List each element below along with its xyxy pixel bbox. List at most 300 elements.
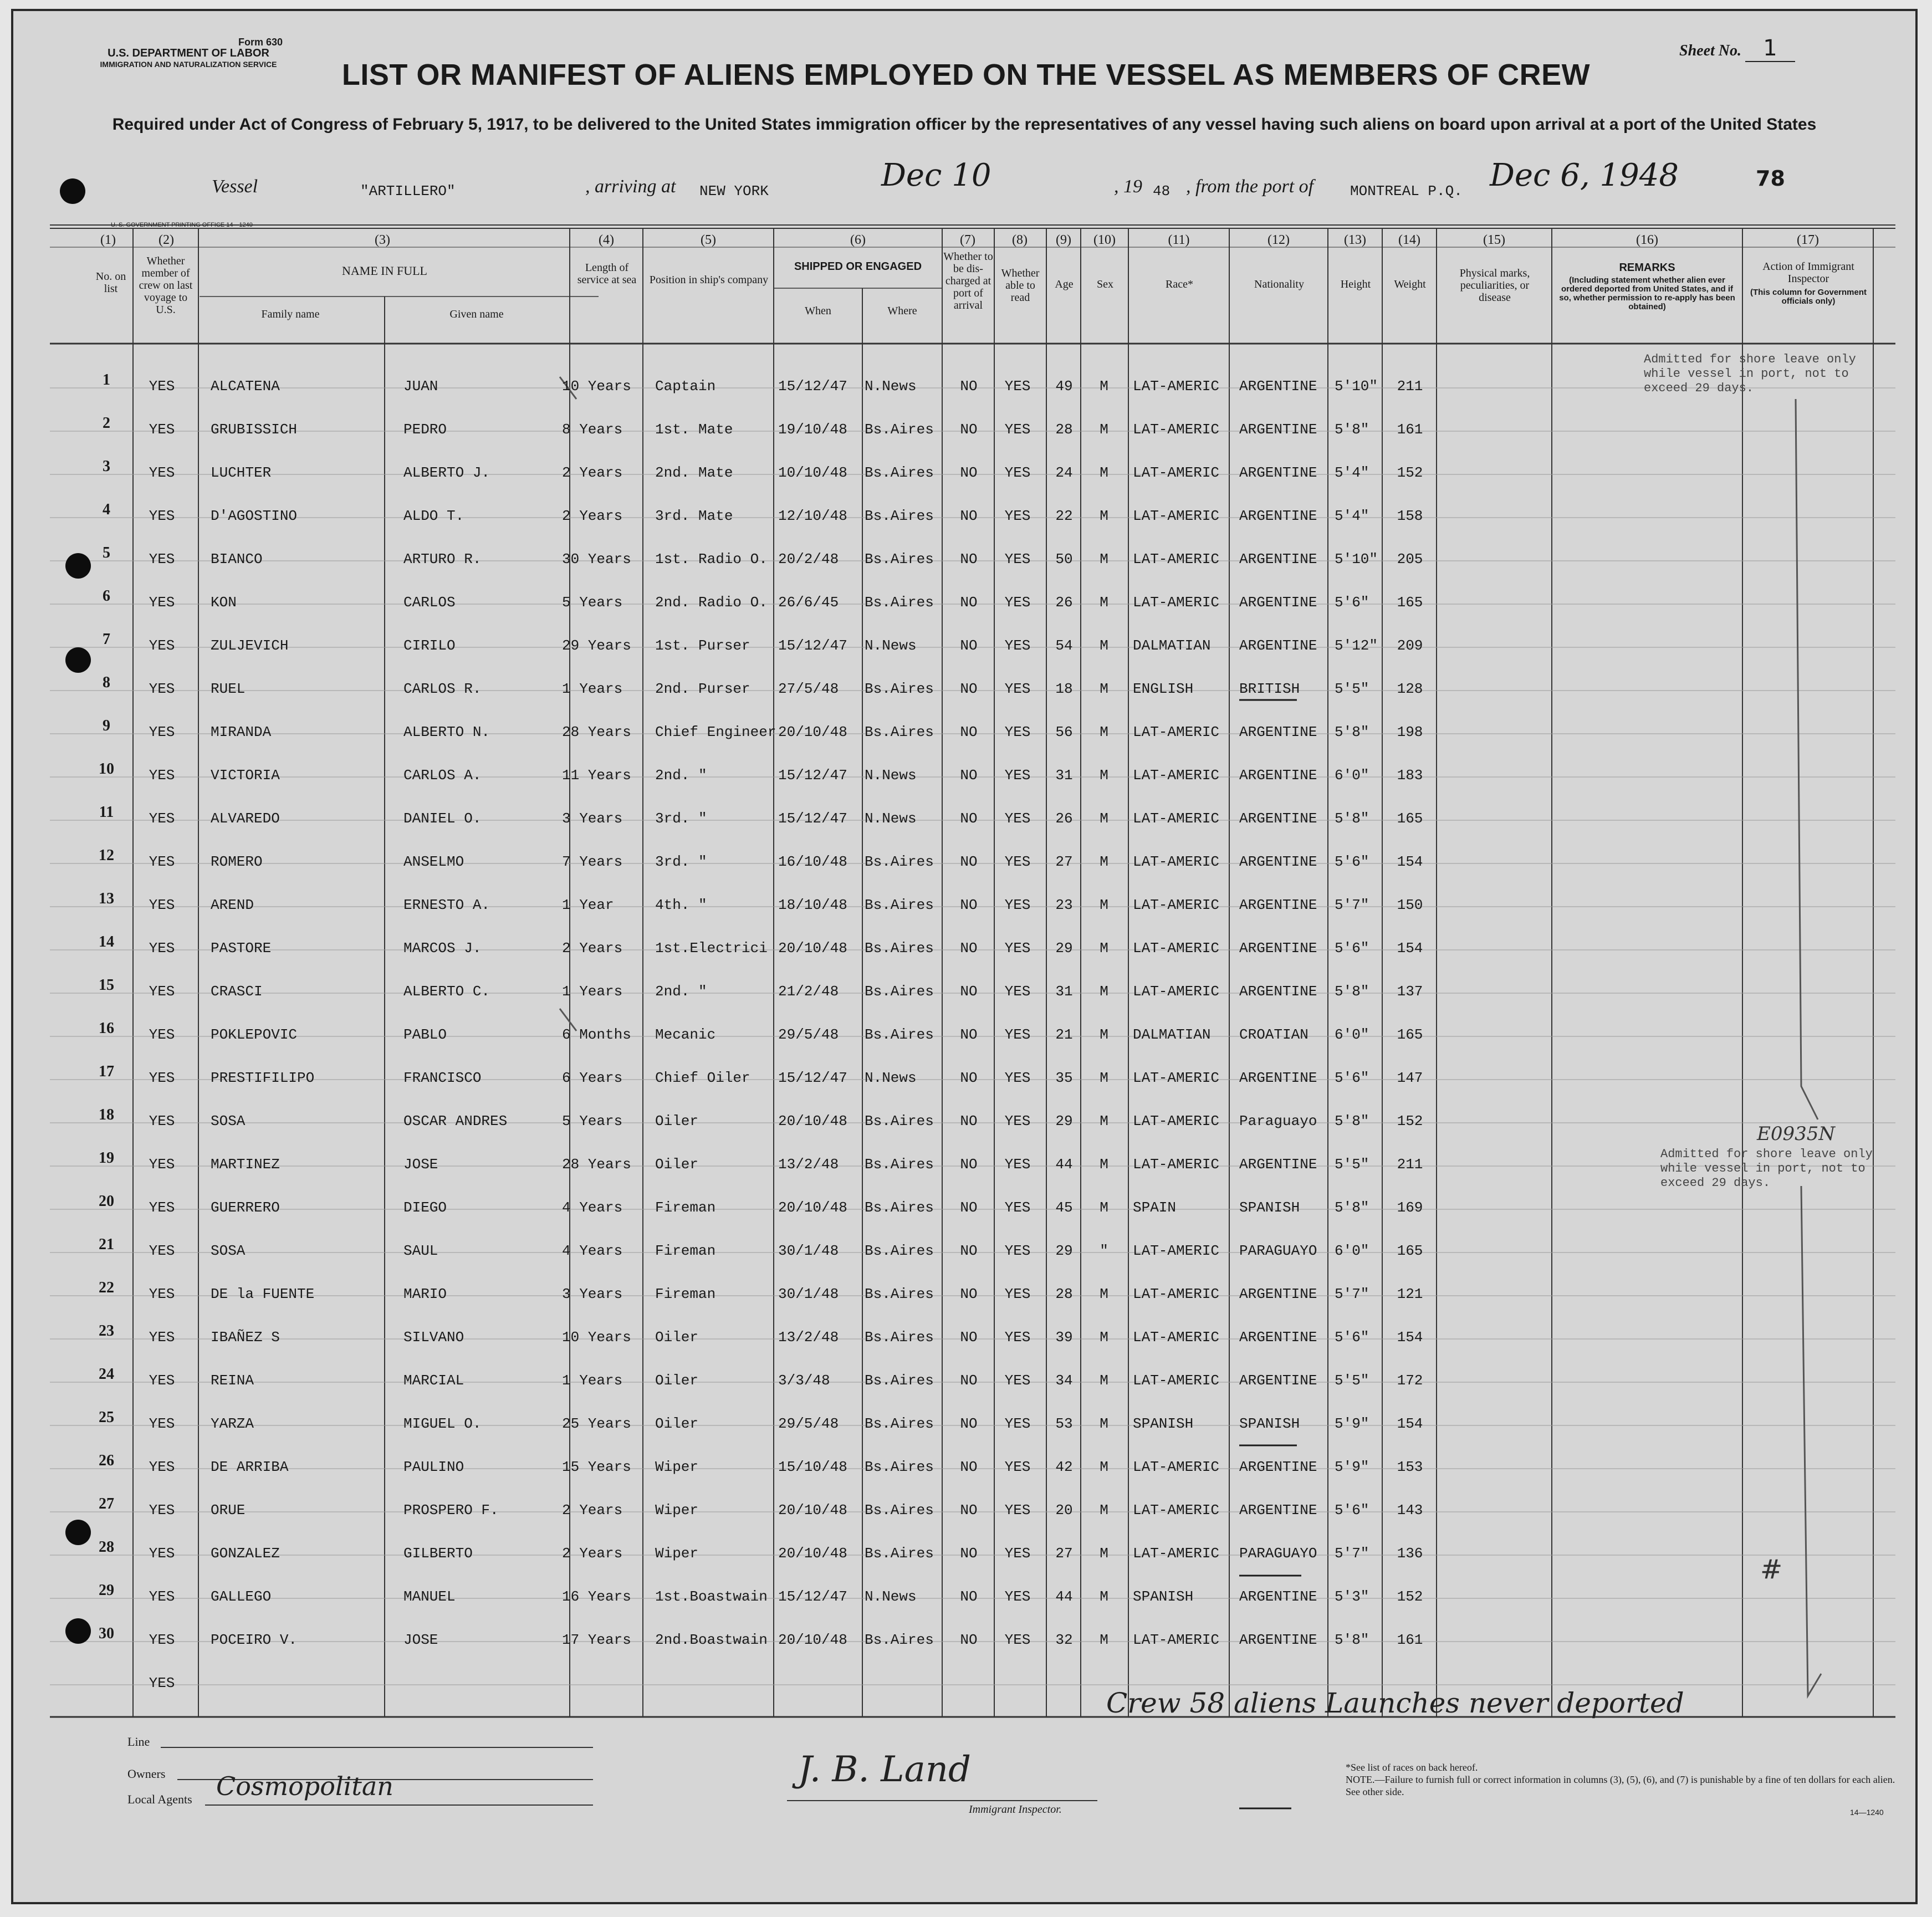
- cell-when: 13/2/48: [778, 1329, 839, 1346]
- cell-read: YES: [1004, 594, 1031, 611]
- cell-position: 1st.Electrici: [655, 940, 768, 957]
- cell-nationality: ARGENTINE: [1239, 940, 1317, 957]
- cell-height: 5'5": [1335, 1156, 1369, 1173]
- cell-discharge: NO: [960, 508, 978, 524]
- cell-age: 49: [1055, 378, 1073, 395]
- cell-position: 1st. Radio O.: [655, 551, 768, 568]
- cell-nationality: ARGENTINE: [1239, 1372, 1317, 1389]
- cell-age: 54: [1055, 637, 1073, 654]
- cell-where: N.News: [865, 1588, 917, 1605]
- cell-when: 15/12/47: [778, 637, 847, 654]
- cell-last: YES: [149, 681, 175, 697]
- col-num-16: (16): [1636, 233, 1658, 247]
- cell-read: YES: [1004, 551, 1031, 568]
- cell-sex: M: [1100, 594, 1108, 611]
- cell-when: 20/10/48: [778, 940, 847, 957]
- cell-weight: 153: [1397, 1459, 1423, 1475]
- cell-discharge: NO: [960, 983, 978, 1000]
- cell-family: ROMERO: [211, 853, 263, 870]
- cell-when: 10/10/48: [778, 464, 847, 481]
- cell-last: YES: [149, 1156, 175, 1173]
- footer-line-label: Line: [127, 1735, 150, 1749]
- row-number: 12: [99, 847, 114, 864]
- cell-discharge: NO: [960, 1588, 978, 1605]
- cell-given: CIRILO: [403, 637, 456, 654]
- cell-read: YES: [1004, 1026, 1031, 1043]
- header-length-of-service: Length of service at sea: [577, 262, 637, 286]
- cell-given: MARCOS J.: [403, 940, 482, 957]
- cell-when: 16/10/48: [778, 853, 847, 870]
- cell-where: Bs.Aires: [865, 1459, 934, 1475]
- cell-weight: 147: [1397, 1070, 1423, 1086]
- cell-last: YES: [149, 724, 175, 740]
- cell-nationality: ARGENTINE: [1239, 897, 1317, 913]
- cell-service: 1 Year: [562, 897, 614, 913]
- cell-weight: 154: [1397, 853, 1423, 870]
- cell-family: PRESTIFILIPO: [211, 1070, 315, 1086]
- cell-where: Bs.Aires: [865, 1026, 934, 1043]
- cell-read: YES: [1004, 1588, 1031, 1605]
- cell-discharge: NO: [960, 421, 978, 438]
- cell-when: 21/2/48: [778, 983, 839, 1000]
- cell-family: PASTORE: [211, 940, 272, 957]
- cell-race: LAT-AMERIC: [1133, 1372, 1220, 1389]
- col-num-17: (17): [1797, 233, 1819, 247]
- cell-sex: M: [1100, 1286, 1108, 1302]
- header-last-voyage: Whether member of crew on last voyage to U.S.: [139, 255, 193, 316]
- race-note: *See list of races on back hereof.: [1346, 1762, 1478, 1773]
- crew-note: Crew 58 aliens Launches never deported: [1106, 1687, 1684, 1719]
- cell-last: YES: [149, 1329, 175, 1346]
- cell-when: 29/5/48: [778, 1026, 839, 1043]
- col-num-5: (5): [701, 233, 716, 247]
- cell-given: JOSE: [403, 1632, 438, 1648]
- cell-given: ALBERTO C.: [403, 983, 490, 1000]
- cell-height: 6'0": [1335, 1243, 1369, 1259]
- cell-age: 31: [1055, 767, 1073, 784]
- cell-age: 26: [1055, 810, 1073, 827]
- row-number: 26: [99, 1452, 114, 1469]
- cell-nationality: ARGENTINE: [1239, 421, 1317, 438]
- cell-height: 5'3": [1335, 1588, 1369, 1605]
- header-inspector-note: (This column for Government officials only): [1750, 288, 1867, 306]
- departure-date: Dec 6, 1948: [1490, 157, 1679, 193]
- header-when: When: [805, 305, 831, 317]
- cell-height: 5'8": [1335, 724, 1369, 740]
- cell-family: POKLEPOVIC: [211, 1026, 298, 1043]
- cell-read: YES: [1004, 464, 1031, 481]
- cell-race: DALMATIAN: [1133, 1026, 1211, 1043]
- cell-age: 21: [1055, 1026, 1073, 1043]
- cell-when: 15/12/47: [778, 767, 847, 784]
- cell-service: 3 Years: [562, 1286, 623, 1302]
- header-where: Where: [887, 305, 917, 317]
- cell-position: Wiper: [655, 1459, 699, 1475]
- cell-sex: M: [1100, 1113, 1108, 1129]
- sheet-value: 1: [1745, 35, 1795, 62]
- header-name-in-full: NAME IN FULL: [342, 264, 427, 278]
- col-num-1: (1): [100, 233, 116, 247]
- cell-where: Bs.Aires: [865, 853, 934, 870]
- cell-where: Bs.Aires: [865, 1156, 934, 1173]
- cell-height: 5'9": [1335, 1415, 1369, 1432]
- cell-when: 15/12/47: [778, 1588, 847, 1605]
- cell-race: LAT-AMERIC: [1133, 464, 1220, 481]
- cell-race: LAT-AMERIC: [1133, 594, 1220, 611]
- row-number: 27: [99, 1495, 114, 1512]
- cell-nationality: Paraguayo: [1239, 1113, 1317, 1129]
- footer-line-field: [161, 1747, 593, 1748]
- cell-when: 12/10/48: [778, 508, 847, 524]
- cell-family: BIANCO: [211, 551, 263, 568]
- cell-position: Captain: [655, 378, 716, 395]
- cell-service: 10 Years: [562, 1329, 631, 1346]
- cell-when: 15/12/47: [778, 1070, 847, 1086]
- cell-nationality: SPANISH: [1239, 1199, 1300, 1216]
- cell-weight: 152: [1397, 464, 1423, 481]
- cell-given: DANIEL O.: [403, 810, 482, 827]
- cell-race: LAT-AMERIC: [1133, 1459, 1220, 1475]
- cell-sex: M: [1100, 1156, 1108, 1173]
- cell-age: 22: [1055, 508, 1073, 524]
- cell-weight: 150: [1397, 897, 1423, 913]
- cell-read: YES: [1004, 508, 1031, 524]
- cell-read: YES: [1004, 1545, 1031, 1562]
- cell-position: 3rd. ": [655, 853, 707, 870]
- cell-service: 6 Months: [562, 1026, 631, 1043]
- cell-discharge: NO: [960, 594, 978, 611]
- cell-height: 5'7": [1335, 1286, 1369, 1302]
- year-label: , 19: [1114, 176, 1142, 197]
- cell-read: YES: [1004, 1286, 1031, 1302]
- cell-when: 20/10/48: [778, 1199, 847, 1216]
- cell-race: LAT-AMERIC: [1133, 1243, 1220, 1259]
- cell-sex: M: [1100, 551, 1108, 568]
- cell-family: SOSA: [211, 1113, 246, 1129]
- cell-height: 5'10": [1335, 378, 1378, 395]
- cell-when: 3/3/48: [778, 1372, 830, 1389]
- cell-where: Bs.Aires: [865, 681, 934, 697]
- cell-age: 26: [1055, 594, 1073, 611]
- cell-sex: M: [1100, 378, 1108, 395]
- vessel-label: Vessel: [212, 176, 258, 197]
- row-number: 21: [99, 1236, 114, 1253]
- cell-position: Fireman: [655, 1286, 716, 1302]
- row-number: 28: [99, 1538, 114, 1556]
- cell-read: YES: [1004, 767, 1031, 784]
- cell-where: Bs.Aires: [865, 421, 934, 438]
- cell-given: FRANCISCO: [403, 1070, 482, 1086]
- cell-when: 20/10/48: [778, 1502, 847, 1519]
- cell-discharge: NO: [960, 767, 978, 784]
- cell-discharge: NO: [960, 940, 978, 957]
- cell-position: 1st. Purser: [655, 637, 750, 654]
- inspector-signature-line: [787, 1800, 1097, 1801]
- fine-note: NOTE.—Failure to furnish full or correct information in columns (3), (5), (6), and (7) is punishable by a fine of ten dollars for each alien. See other side.: [1346, 1774, 1895, 1797]
- arrival-date: Dec 10: [881, 157, 991, 193]
- cell-sex: M: [1100, 421, 1108, 438]
- cell-family: DE la FUENTE: [211, 1286, 315, 1302]
- cell-given: PROSPERO F.: [403, 1502, 499, 1519]
- cell-position: 2nd. Mate: [655, 464, 733, 481]
- cell-where: Bs.Aires: [865, 508, 934, 524]
- sheet-label: Sheet No.: [1679, 42, 1741, 59]
- cell-weight: 152: [1397, 1113, 1423, 1129]
- cell-family: KON: [211, 594, 237, 611]
- cell-nationality: ARGENTINE: [1239, 1588, 1317, 1605]
- cell-last: YES: [149, 810, 175, 827]
- cell-family: GONZALEZ: [211, 1545, 280, 1562]
- cell-read: YES: [1004, 1243, 1031, 1259]
- cell-given: MANUEL: [403, 1588, 456, 1605]
- cell-weight: 165: [1397, 1026, 1423, 1043]
- header-nationality: Nationality: [1254, 278, 1304, 290]
- cell-family: YARZA: [211, 1415, 254, 1432]
- cell-race: LAT-AMERIC: [1133, 853, 1220, 870]
- cell-where: N.News: [865, 1070, 917, 1086]
- cell-when: 20/10/48: [778, 1113, 847, 1129]
- cell-read: YES: [1004, 1113, 1031, 1129]
- cell-last: YES: [149, 1243, 175, 1259]
- cell-height: 5'9": [1335, 1459, 1369, 1475]
- cell-service: 28 Years: [562, 724, 631, 740]
- cell-discharge: NO: [960, 1199, 978, 1216]
- cell-discharge: NO: [960, 1070, 978, 1086]
- remark-stamp-top: Admitted for shore leave only while vessel in port, not to exceed 29 days.: [1644, 352, 1856, 395]
- cell-sex: M: [1100, 1415, 1108, 1432]
- row-number: 24: [99, 1366, 114, 1383]
- from-port: MONTREAL P.Q.: [1350, 183, 1463, 200]
- cell-family: IBAÑEZ S: [211, 1329, 280, 1346]
- row-number: 15: [99, 977, 114, 994]
- cell-race: SPANISH: [1133, 1588, 1194, 1605]
- page-title: LIST OR MANIFEST OF ALIENS EMPLOYED ON THE VESSEL AS MEMBERS OF CREW: [341, 58, 1591, 91]
- cell-read: YES: [1004, 983, 1031, 1000]
- cell-nationality: ARGENTINE: [1239, 767, 1317, 784]
- cell-sex: M: [1100, 1632, 1108, 1648]
- cell-position: Oiler: [655, 1415, 699, 1432]
- cell-race: LAT-AMERIC: [1133, 897, 1220, 913]
- col-num-9: (9): [1056, 233, 1071, 247]
- cell-height: 5'7": [1335, 897, 1369, 913]
- cell-service: 4 Years: [562, 1243, 623, 1259]
- cell-read: YES: [1004, 940, 1031, 957]
- cell-last: YES: [149, 1415, 175, 1432]
- cell-read: YES: [1004, 637, 1031, 654]
- header-position: Position in ship's company: [649, 274, 769, 286]
- cell-weight: 211: [1397, 1156, 1423, 1173]
- cell-discharge: NO: [960, 681, 978, 697]
- agency-name: IMMIGRATION AND NATURALIZATION SERVICE: [100, 60, 277, 69]
- cell-position: 2nd. ": [655, 767, 707, 784]
- cell-position: Oiler: [655, 1156, 699, 1173]
- cell-service: 25 Years: [562, 1415, 631, 1432]
- cell-nationality: ARGENTINE: [1239, 853, 1317, 870]
- cell-when: 15/12/47: [778, 810, 847, 827]
- cell-position: 1st. Mate: [655, 421, 733, 438]
- cell-race: LAT-AMERIC: [1133, 1545, 1220, 1562]
- col-num-2: (2): [159, 233, 174, 247]
- cell-family: MIRANDA: [211, 724, 272, 740]
- cell-height: 5'6": [1335, 1329, 1369, 1346]
- cell-race: LAT-AMERIC: [1133, 378, 1220, 395]
- cell-nationality: CROATIAN: [1239, 1026, 1309, 1043]
- cell-age: 44: [1055, 1156, 1073, 1173]
- cell-age: 56: [1055, 724, 1073, 740]
- cell-sex: M: [1100, 1502, 1108, 1519]
- cell-service: 6 Years: [562, 1070, 623, 1086]
- cell-sex: M: [1100, 1459, 1108, 1475]
- cell-nationality: BRITISH: [1239, 681, 1300, 697]
- cell-family: AREND: [211, 897, 254, 913]
- cell-sex: M: [1100, 508, 1108, 524]
- cell-service: 17 Years: [562, 1632, 631, 1648]
- cell-where: Bs.Aires: [865, 1286, 934, 1302]
- cell-weight: 161: [1397, 1632, 1423, 1648]
- cell-position: 4th. ": [655, 897, 707, 913]
- cell-position: Mecanic: [655, 1026, 716, 1043]
- cell-race: DALMATIAN: [1133, 637, 1211, 654]
- cell-given: ALBERTO J.: [403, 464, 490, 481]
- cell-where: N.News: [865, 767, 917, 784]
- cell-age: 29: [1055, 940, 1073, 957]
- cell-last: YES: [149, 1113, 175, 1129]
- cell-nationality: ARGENTINE: [1239, 1156, 1317, 1173]
- cell-given: ANSELMO: [403, 853, 464, 870]
- arriving-label: , arriving at: [585, 176, 676, 197]
- cell-age: 24: [1055, 464, 1073, 481]
- cell-given: ERNESTO A.: [403, 897, 490, 913]
- cell-age: 27: [1055, 1545, 1073, 1562]
- cell-nationality: ARGENTINE: [1239, 551, 1317, 568]
- cell-last: YES: [149, 1372, 175, 1389]
- cell-height: 5'8": [1335, 1632, 1369, 1648]
- row-number: 9: [103, 717, 110, 734]
- cell-service: 2 Years: [562, 1502, 623, 1519]
- cell-age: 28: [1055, 1286, 1073, 1302]
- cell-nationality: ARGENTINE: [1239, 594, 1317, 611]
- cell-sex: M: [1100, 767, 1108, 784]
- cell-last: YES: [149, 637, 175, 654]
- cell-service: 5 Years: [562, 594, 623, 611]
- cell-service: 5 Years: [562, 1113, 623, 1129]
- cell-height: 5'10": [1335, 551, 1378, 568]
- cell-given: MIGUEL O.: [403, 1415, 482, 1432]
- cell-height: 5'8": [1335, 1199, 1369, 1216]
- cell-where: Bs.Aires: [865, 594, 934, 611]
- cell-height: 5'8": [1335, 1113, 1369, 1129]
- remark-stamp-mid: Admitted for shore leave only while vessel in port, not to exceed 29 days.: [1660, 1147, 1873, 1190]
- cell-where: Bs.Aires: [865, 983, 934, 1000]
- cell-when: 20/10/48: [778, 724, 847, 740]
- cell-age: 32: [1055, 1632, 1073, 1648]
- row-number: 2: [103, 415, 110, 432]
- cell-service: 1 Years: [562, 983, 623, 1000]
- col-num-11: (11): [1168, 233, 1190, 247]
- cell-read: YES: [1004, 1329, 1031, 1346]
- row-number: 7: [103, 631, 110, 648]
- cell-sex: M: [1100, 897, 1108, 913]
- cell-discharge: NO: [960, 897, 978, 913]
- header-weight: Weight: [1394, 278, 1426, 290]
- col-num-13: (13): [1344, 233, 1366, 247]
- header-discharged: Whether to be dis-charged at port of arrival: [943, 251, 993, 311]
- cell-race: LAT-AMERIC: [1133, 810, 1220, 827]
- cell-given: PAULINO: [403, 1459, 464, 1475]
- cell-nationality: ARGENTINE: [1239, 1502, 1317, 1519]
- cell-sex: M: [1100, 1588, 1108, 1605]
- cell-last: YES: [149, 1459, 175, 1475]
- cell-sex: M: [1100, 464, 1108, 481]
- cell-sex: M: [1100, 637, 1108, 654]
- punch-hole: [65, 553, 91, 579]
- cell-service: 1 Years: [562, 1372, 623, 1389]
- cell-given: JOSE: [403, 1156, 438, 1173]
- cell-nationality: PARAGUAYO: [1239, 1545, 1317, 1562]
- cell-family: D'AGOSTINO: [211, 508, 298, 524]
- cell-where: Bs.Aires: [865, 1502, 934, 1519]
- cell-family: MARTINEZ: [211, 1156, 280, 1173]
- cell-nationality: ARGENTINE: [1239, 1286, 1317, 1302]
- cell-nationality: ARGENTINE: [1239, 1070, 1317, 1086]
- cell-discharge: NO: [960, 1156, 978, 1173]
- header-age: Age: [1055, 278, 1074, 290]
- col-num-4: (4): [599, 233, 614, 247]
- cell-service: 8 Years: [562, 421, 623, 438]
- cell-age: 45: [1055, 1199, 1073, 1216]
- cell-where: Bs.Aires: [865, 1329, 934, 1346]
- cell-where: Bs.Aires: [865, 1113, 934, 1129]
- header-no-on-list: No. on list: [95, 270, 126, 295]
- cell-last: YES: [149, 508, 175, 524]
- cell-when: 18/10/48: [778, 897, 847, 913]
- cell-age: 42: [1055, 1459, 1073, 1475]
- header-remarks-note: (Including statement whether alien ever ordered deported from United States, and if so, whether permission to re-apply has been obtained): [1559, 275, 1735, 311]
- cell-service: 15 Years: [562, 1459, 631, 1475]
- cell-where: N.News: [865, 378, 917, 395]
- cell-service: 16 Years: [562, 1588, 631, 1605]
- cell-last: YES: [149, 378, 175, 395]
- cell-weight: 152: [1397, 1588, 1423, 1605]
- cell-age: 35: [1055, 1070, 1073, 1086]
- cell-service: 28 Years: [562, 1156, 631, 1173]
- col-num-15: (15): [1483, 233, 1505, 247]
- cell-when: 30/1/48: [778, 1286, 839, 1302]
- cell-race: LAT-AMERIC: [1133, 1113, 1220, 1129]
- row-number: 5: [103, 544, 110, 561]
- cell-when: 20/2/48: [778, 551, 839, 568]
- row-number: 18: [99, 1106, 114, 1123]
- cell-given: ALDO T.: [403, 508, 464, 524]
- cell-where: Bs.Aires: [865, 1199, 934, 1216]
- footer-owners-label: Owners: [127, 1767, 166, 1781]
- from-port-label: , from the port of: [1186, 176, 1314, 197]
- cell-family: ZULJEVICH: [211, 637, 289, 654]
- cell-given: CARLOS R.: [403, 681, 482, 697]
- cell-given: SILVANO: [403, 1329, 464, 1346]
- cell-race: LAT-AMERIC: [1133, 1632, 1220, 1648]
- cell-weight: 161: [1397, 421, 1423, 438]
- cell-height: 5'7": [1335, 1545, 1369, 1562]
- cell-position: Oiler: [655, 1329, 699, 1346]
- cell-when: 26/6/45: [778, 594, 839, 611]
- cell-height: 5'8": [1335, 983, 1369, 1000]
- cell-age: 39: [1055, 1329, 1073, 1346]
- cell-height: 6'0": [1335, 1026, 1369, 1043]
- cell-discharge: NO: [960, 1286, 978, 1302]
- cell-read: YES: [1004, 1632, 1031, 1648]
- cell-given: JUAN: [403, 378, 438, 395]
